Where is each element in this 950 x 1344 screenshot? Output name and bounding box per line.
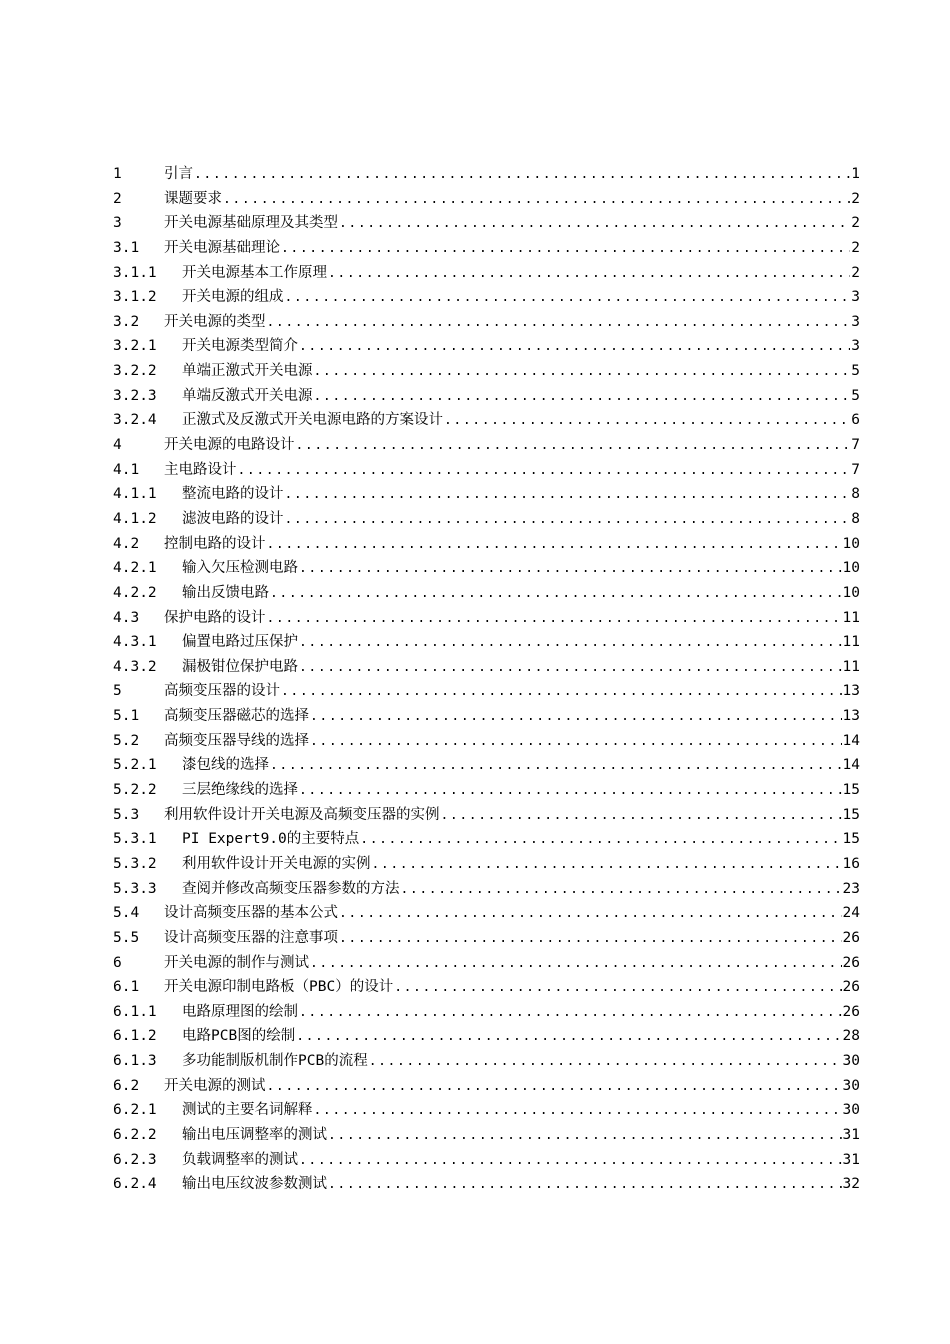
toc-entry-title: 高频变压器磁芯的选择: [164, 708, 309, 725]
toc-entry-title: 高频变压器的设计: [164, 683, 280, 700]
toc-entry[interactable]: [113, 679, 860, 704]
toc-entry[interactable]: [113, 187, 860, 212]
toc-entry-title: 开关电源基础理论: [164, 239, 280, 256]
toc-entry-number: 5.3.3: [113, 880, 157, 897]
toc-entry-number: 2: [113, 190, 122, 207]
toc-entry-page: 15: [842, 831, 860, 848]
toc-entry-page: 30: [842, 1102, 860, 1119]
toc-dot-leader: [360, 828, 841, 853]
toc-entry[interactable]: [113, 1000, 860, 1025]
toc-entry[interactable]: [113, 581, 860, 606]
toc-dot-leader: [299, 335, 850, 360]
toc-dot-leader: [296, 434, 851, 459]
toc-entry-number: 6.2.4: [113, 1176, 157, 1193]
toc-entry-number: 4.3: [113, 609, 140, 626]
toc-entry-title: 设计高频变压器的基本公式: [164, 905, 338, 922]
toc-dot-leader: [281, 680, 842, 705]
toc-entry-number: 3.2.4: [113, 412, 157, 429]
toc-entry-number: 3.2.1: [113, 338, 157, 355]
toc-entry-page: 7: [851, 461, 860, 478]
toc-entry-title: 测试的主要名词解释: [182, 1102, 313, 1119]
toc-entry-page: 13: [842, 683, 860, 700]
toc-entry[interactable]: [113, 532, 860, 557]
toc-entry-page: 14: [842, 757, 860, 774]
toc-entry-page: 8: [851, 510, 860, 527]
toc-dot-leader: [299, 1149, 842, 1174]
toc-dot-leader: [444, 409, 850, 434]
toc-entry[interactable]: [113, 162, 860, 187]
toc-entry-number: 3.2.3: [113, 387, 157, 404]
toc-entry-title: 偏置电路过压保护: [182, 634, 298, 651]
toc-entry-number: 3.1.1: [113, 264, 157, 281]
toc-dot-leader: [372, 853, 842, 878]
toc-dot-leader: [285, 508, 851, 533]
toc-entry-page: 14: [842, 732, 860, 749]
toc-dot-leader: [299, 1001, 842, 1026]
toc-entry[interactable]: [113, 236, 860, 261]
toc-entry[interactable]: [113, 482, 860, 507]
toc-entry-title: 主电路设计: [164, 461, 237, 478]
toc-entry[interactable]: [113, 704, 860, 729]
toc-entry[interactable]: [113, 926, 860, 951]
toc-entry-page: 3: [851, 289, 860, 306]
toc-entry-title: 开关电源的制作与测试: [164, 954, 309, 971]
toc-entry-page: 5: [851, 363, 860, 380]
toc-entry-title: 利用软件设计开关电源的实例: [182, 855, 371, 872]
toc-entry-title: 单端正激式开关电源: [182, 363, 313, 380]
toc-dot-leader: [328, 262, 850, 287]
toc-entry-title: 查阅并修改高频变压器参数的方法: [182, 880, 400, 897]
toc-dot-leader: [299, 631, 842, 656]
toc-entry[interactable]: [113, 556, 860, 581]
toc-entry-title: 漆包线的选择: [182, 757, 269, 774]
toc-entry-title: 课题要求: [164, 190, 222, 207]
toc-entry[interactable]: [113, 655, 860, 680]
toc-entry-page: 26: [842, 979, 860, 996]
toc-entry-page: 13: [842, 708, 860, 725]
toc-entry-number: 6.1: [113, 979, 140, 996]
toc-dot-leader: [314, 385, 851, 410]
toc-entry-title: 开关电源的电路设计: [164, 437, 295, 454]
toc-entry-page: 11: [842, 658, 860, 675]
toc-entry[interactable]: [113, 310, 860, 335]
toc-entry[interactable]: [113, 852, 860, 877]
toc-entry[interactable]: [113, 1123, 860, 1148]
toc-dot-leader: [281, 237, 850, 262]
toc-entry[interactable]: [113, 1148, 860, 1173]
toc-entry[interactable]: [113, 951, 860, 976]
toc-entry-number: 3: [113, 215, 122, 232]
toc-dot-leader: [314, 360, 851, 385]
toc-dot-leader: [194, 163, 850, 188]
toc-entry-title: PI Expert9.0的主要特点: [182, 831, 360, 848]
toc-dot-leader: [310, 952, 842, 977]
toc-entry[interactable]: [113, 1172, 860, 1197]
toc-entry-number: 4.3.2: [113, 658, 157, 675]
toc-entry-number: 6.1.2: [113, 1028, 157, 1045]
toc-dot-leader: [267, 607, 842, 632]
toc-dot-leader: [339, 927, 842, 952]
toc-entry-number: 4.1.1: [113, 486, 157, 503]
toc-entry-page: 2: [851, 264, 860, 281]
toc-entry-number: 4.3.1: [113, 634, 157, 651]
toc-entry-number: 5.1: [113, 708, 140, 725]
toc-entry-title: 输出电压纹波参数测试: [182, 1176, 327, 1193]
table-of-contents: [113, 162, 860, 1197]
toc-entry-number: 5: [113, 683, 122, 700]
toc-dot-leader: [339, 902, 842, 927]
toc-entry-title: 开关电源基本工作原理: [182, 264, 327, 281]
toc-entry-title: 开关电源印制电路板（PBC）的设计: [164, 979, 394, 996]
toc-entry[interactable]: [113, 630, 860, 655]
toc-entry-number: 4: [113, 437, 122, 454]
toc-entry-page: 2: [851, 239, 860, 256]
toc-dot-leader: [270, 582, 842, 607]
toc-entry[interactable]: [113, 334, 860, 359]
toc-entry[interactable]: [113, 285, 860, 310]
toc-entry-number: 4.2: [113, 535, 140, 552]
toc-entry-page: 11: [842, 634, 860, 651]
toc-entry-number: 6.2.2: [113, 1126, 157, 1143]
toc-entry-title: 保护电路的设计: [164, 609, 266, 626]
toc-entry-number: 5.3: [113, 806, 140, 823]
toc-entry-title: 输入欠压检测电路: [182, 560, 298, 577]
toc-entry-title: 正激式及反激式开关电源电路的方案设计: [182, 412, 443, 429]
toc-entry-title: 设计高频变压器的注意事项: [164, 929, 338, 946]
toc-entry-page: 2: [851, 190, 860, 207]
toc-entry-page: 5: [851, 387, 860, 404]
toc-dot-leader: [299, 656, 842, 681]
toc-entry-number: 5.4: [113, 905, 140, 922]
toc-entry[interactable]: [113, 261, 860, 286]
toc-entry-title: 输出电压调整率的测试: [182, 1126, 327, 1143]
toc-entry-page: 3: [851, 338, 860, 355]
toc-dot-leader: [267, 311, 851, 336]
toc-entry-title: 开关电源类型简介: [182, 338, 298, 355]
toc-entry-page: 30: [842, 1053, 860, 1070]
toc-entry-title: 开关电源的类型: [164, 313, 266, 330]
toc-entry-page: 11: [842, 609, 860, 626]
toc-entry[interactable]: [113, 1049, 860, 1074]
toc-entry-page: 32: [842, 1176, 860, 1193]
toc-entry[interactable]: [113, 1098, 860, 1123]
toc-entry[interactable]: [113, 384, 860, 409]
toc-entry-page: 31: [842, 1126, 860, 1143]
toc-dot-leader: [238, 459, 851, 484]
toc-entry-title: 滤波电路的设计: [182, 510, 284, 527]
toc-entry-title: 输出反馈电路: [182, 584, 269, 601]
toc-dot-leader: [223, 188, 850, 213]
toc-entry-number: 3.2.2: [113, 363, 157, 380]
toc-entry[interactable]: [113, 803, 860, 828]
toc-entry-number: 4.2.2: [113, 584, 157, 601]
toc-dot-leader: [441, 804, 842, 829]
toc-dot-leader: [296, 1025, 841, 1050]
toc-dot-leader: [285, 286, 851, 311]
toc-entry-number: 5.2.2: [113, 782, 157, 799]
toc-entry-number: 6.2.3: [113, 1151, 157, 1168]
toc-dot-leader: [310, 705, 842, 730]
toc-entry-page: 30: [842, 1077, 860, 1094]
toc-dot-leader: [328, 1173, 842, 1198]
toc-entry-number: 3.1: [113, 239, 140, 256]
toc-entry-number: 5.2.1: [113, 757, 157, 774]
toc-entry-number: 6: [113, 954, 122, 971]
toc-dot-leader: [394, 976, 841, 1001]
toc-entry[interactable]: [113, 433, 860, 458]
toc-entry[interactable]: [113, 359, 860, 384]
toc-entry-page: 2: [851, 215, 860, 232]
toc-entry-number: 3.2: [113, 313, 140, 330]
toc-dot-leader: [267, 533, 842, 558]
toc-entry-page: 10: [842, 560, 860, 577]
toc-entry-title: 三层绝缘线的选择: [182, 782, 298, 799]
toc-entry[interactable]: [113, 507, 860, 532]
toc-dot-leader: [270, 754, 842, 779]
toc-entry-page: 6: [851, 412, 860, 429]
toc-entry[interactable]: [113, 901, 860, 926]
toc-entry-title: 多功能制版机制作PCB的流程: [182, 1053, 368, 1070]
toc-entry[interactable]: [113, 827, 860, 852]
toc-entry-number: 6.1.3: [113, 1053, 157, 1070]
toc-entry-title: 开关电源的测试: [164, 1077, 266, 1094]
toc-entry-number: 5.3.2: [113, 855, 157, 872]
toc-entry-number: 5.2: [113, 732, 140, 749]
toc-entry-title: 漏极钳位保护电路: [182, 658, 298, 675]
toc-entry-page: 16: [842, 855, 860, 872]
toc-entry-number: 6.2: [113, 1077, 140, 1094]
toc-dot-leader: [401, 878, 842, 903]
toc-entry-title: 单端反激式开关电源: [182, 387, 313, 404]
toc-entry-page: 26: [842, 954, 860, 971]
toc-entry-page: 7: [851, 437, 860, 454]
toc-entry-page: 26: [842, 1003, 860, 1020]
toc-entry-number: 6.2.1: [113, 1102, 157, 1119]
toc-entry-page: 15: [842, 782, 860, 799]
toc-entry[interactable]: [113, 778, 860, 803]
toc-dot-leader: [339, 212, 850, 237]
toc-entry-page: 28: [842, 1028, 860, 1045]
toc-entry[interactable]: [113, 408, 860, 433]
toc-entry-title: 利用软件设计开关电源及高频变压器的实例: [164, 806, 440, 823]
toc-entry-title: 引言: [164, 166, 193, 182]
toc-dot-leader: [267, 1075, 842, 1100]
toc-entry-page: 10: [842, 535, 860, 552]
toc-dot-leader: [299, 557, 842, 582]
toc-entry-page: 15: [842, 806, 860, 823]
toc-entry[interactable]: [113, 1024, 860, 1049]
toc-dot-leader: [314, 1099, 842, 1124]
toc-entry[interactable]: [113, 753, 860, 778]
toc-entry-page: 24: [842, 905, 860, 922]
toc-entry-number: 4.2.1: [113, 560, 157, 577]
toc-entry-title: 电路PCB图的绘制: [182, 1028, 296, 1045]
toc-entry-title: 负载调整率的测试: [182, 1151, 298, 1168]
toc-entry[interactable]: [113, 211, 860, 236]
toc-entry-number: 5.5: [113, 929, 140, 946]
toc-entry[interactable]: [113, 975, 860, 1000]
toc-entry[interactable]: [113, 729, 860, 754]
toc-entry-page: 3: [851, 313, 860, 330]
toc-entry-title: 开关电源基础原理及其类型: [164, 215, 338, 232]
toc-entry-number: 5.3.1: [113, 831, 157, 848]
toc-entry-page: 1: [851, 166, 860, 182]
toc-entry-number: 4.1.2: [113, 510, 157, 527]
toc-entry-number: 3.1.2: [113, 289, 157, 306]
toc-entry[interactable]: [113, 458, 860, 483]
toc-entry-title: 电路原理图的绘制: [182, 1003, 298, 1020]
toc-entry-title: 整流电路的设计: [182, 486, 284, 503]
toc-entry[interactable]: [113, 1074, 860, 1099]
toc-entry-page: 23: [842, 880, 860, 897]
toc-dot-leader: [285, 483, 851, 508]
toc-entry-number: 1: [113, 166, 122, 182]
toc-entry-page: 10: [842, 584, 860, 601]
toc-dot-leader: [299, 779, 842, 804]
toc-entry[interactable]: [113, 606, 860, 631]
toc-dot-leader: [328, 1124, 842, 1149]
toc-entry-page: 8: [851, 486, 860, 503]
toc-entry-number: 6.1.1: [113, 1003, 157, 1020]
toc-dot-leader: [369, 1050, 842, 1075]
toc-entry-page: 26: [842, 929, 860, 946]
toc-entry-number: 4.1: [113, 461, 140, 478]
toc-entry-page: 31: [842, 1151, 860, 1168]
toc-entry-title: 控制电路的设计: [164, 535, 266, 552]
toc-dot-leader: [310, 730, 842, 755]
toc-entry-title: 高频变压器导线的选择: [164, 732, 309, 749]
toc-entry-title: 开关电源的组成: [182, 289, 284, 306]
toc-entry[interactable]: [113, 877, 860, 902]
